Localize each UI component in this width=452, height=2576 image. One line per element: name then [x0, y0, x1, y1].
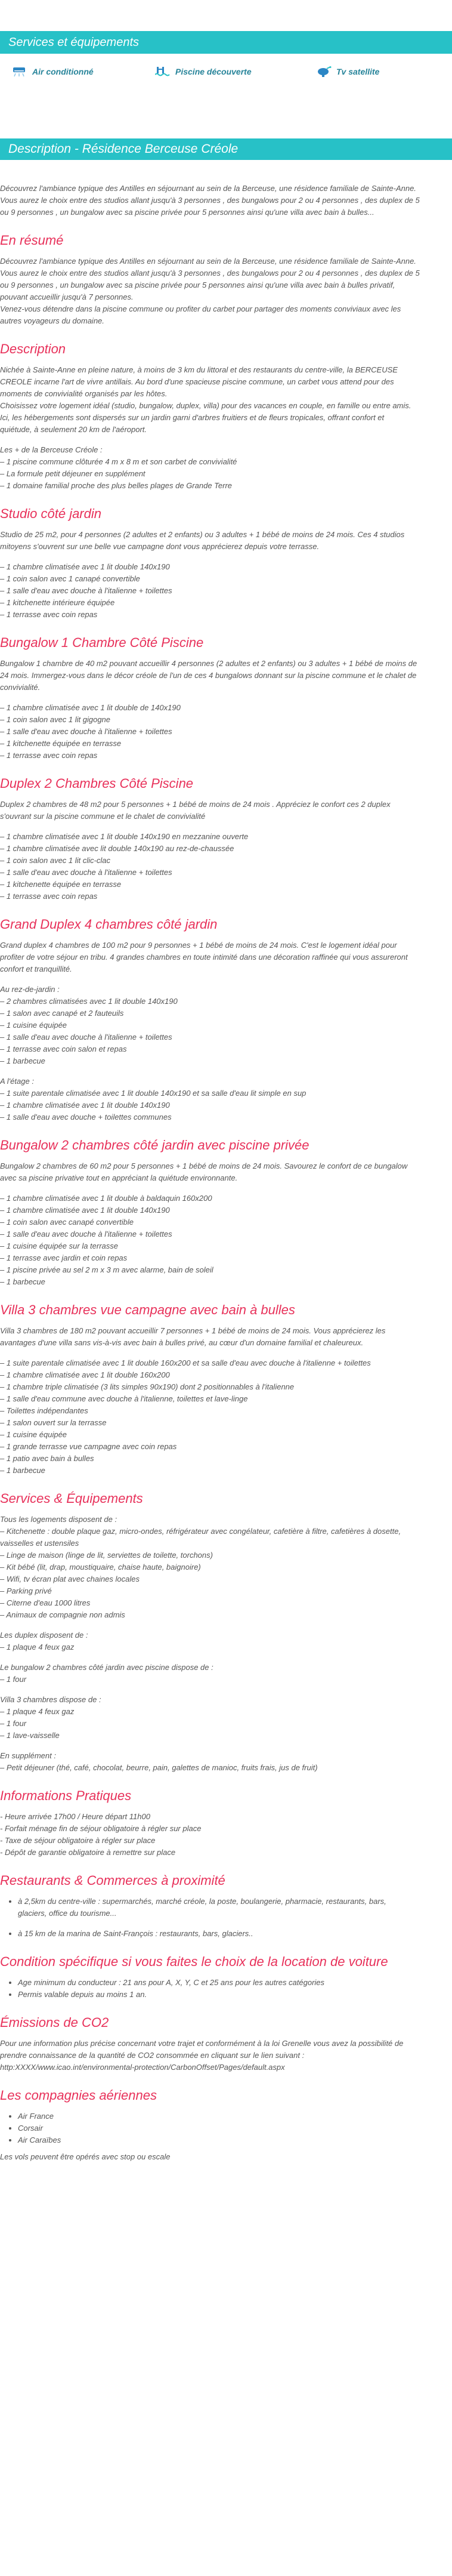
- equipment-label: Tv satellite: [336, 67, 380, 76]
- grandduplex-line: Grand duplex 4 chambres de 100 m2 pour 9 personnes + 1 bébé de moins de 24 mois. C'est le logement idéal pour: [0, 941, 397, 950]
- airline-item: • Air France: [18, 2110, 452, 2122]
- proximite-line: à 15 km de la marina de Saint-François : restaurants, bars, glaciers..: [18, 1929, 253, 1938]
- bungalow1-line: Bungalow 1 chambre de 40 m2 pouvant accueillir 4 personnes (2 adultes et 2 enfants) ou 3 adultes + 1 bébé de moins de: [0, 659, 417, 668]
- bungalow2-item: – 1 salle d'eau avec douche à l'italienne + toilettes: [0, 1230, 172, 1238]
- resume-line: Venez-vous détendre dans la piscine commune ou profiter du carbet pour partager des moments conviviaux avec les: [0, 304, 401, 313]
- resume-text: [0, 255, 452, 327]
- services-item: – Kit bébé (lit, drap, moustiquaire, chaise haute, baignoire): [0, 1563, 201, 1572]
- page: [0, 31, 452, 2163]
- villa-item: – 1 barbecue: [0, 1466, 45, 1475]
- services-item: – Petit déjeuner (thé, café, chocolat, beurre, pain, galettes de manioc, fruits frais, jus de fruit): [0, 1763, 318, 1772]
- airlines-heading: Les compagnies aériennes: [0, 2088, 157, 2103]
- resume-line: pouvant accueillir jusqu'à 7 personnes.: [0, 292, 134, 301]
- grandduplex-item: – 1 barbecue: [0, 1056, 45, 1065]
- bungalow1-line: 24 mois. Immergez-vous dans le décor créole de l'un de ces 4 bungalows donnant sur la piscine commune et le chalet de: [0, 671, 417, 680]
- resume-line: autres voyageurs du domaine.: [0, 316, 104, 325]
- studio-line: Studio de 25 m2, pour 4 personnes (2 adultes et 2 enfants) ou 3 adultes + 1 bébé de moins de 24 mois. Ces 4 studios: [0, 530, 405, 539]
- bungalow2-item: – 1 chambre climatisée avec 1 lit double 140x190: [0, 1206, 170, 1215]
- airlines-footer: Les vols peuvent être opérés avec stop ou escale: [0, 2152, 171, 2161]
- services-item: – Citerne d'eau 1000 litres: [0, 1598, 91, 1607]
- studio-item: – 1 terrasse avec coin repas: [0, 610, 98, 619]
- services-item: – Parking privé: [0, 1586, 52, 1595]
- villa-item: – 1 suite parentale climatisée avec 1 lit double 160x200 et sa salle d'eau avec douche à l'italienne + toilettes: [0, 1358, 371, 1367]
- grandduplex-etage-title: A l'étage :: [0, 1077, 34, 1086]
- duplex2-heading: Duplex 2 Chambres Côté Piscine: [0, 776, 194, 791]
- airline-item: • Air Caraïbes: [18, 2134, 452, 2146]
- equipment-list: [0, 54, 452, 90]
- description-section-header: Description - Résidence Berceuse Créole: [0, 138, 452, 160]
- services-villa-intro: Villa 3 chambres dispose de :: [0, 1695, 101, 1704]
- proximite-item: [18, 1928, 452, 1940]
- description-line: quiétude, à seulement 20 km de l'aéroport.: [0, 425, 147, 434]
- co2-line: Pour une information plus précise concernant votre trajet et conformément à la loi Grenelle vous avez la possibilité de: [0, 2039, 404, 2048]
- villa-item: – 1 patio avec bain à bulles: [0, 1454, 94, 1463]
- intro-line: Découvrez l'ambiance typique des Antilles en séjournant au sein de la Berceuse, une résidence familiale de Sainte-Anne.: [0, 184, 416, 193]
- resume-line: Découvrez l'ambiance typique des Antilles en séjournant au sein de la Berceuse, une résidence familiale de Sainte-Anne.: [0, 257, 416, 266]
- pool-icon: [155, 66, 171, 77]
- studio-item: – 1 coin salon avec 1 canapé convertible: [0, 574, 140, 583]
- bungalow2-item: – 1 terrasse avec jardin et coin repas: [0, 1253, 128, 1262]
- co2-heading: Émissions de CO2: [0, 2015, 109, 2030]
- duplex2-line: Duplex 2 chambres de 48 m2 pour 5 personnes + 1 bébé de moins de 24 mois . Appréciez le confort ces 2 duplex: [0, 800, 391, 809]
- bungalow1-line: convivialité.: [0, 683, 41, 692]
- services-item: – 1 four: [0, 1719, 27, 1728]
- villa-item: – 1 grande terrasse vue campagne avec coin repas: [0, 1442, 177, 1451]
- proximite-heading: Restaurants & Commerces à proximité: [0, 1873, 225, 1888]
- description-line: Choisissez votre logement idéal (studio, bungalow, duplex, villa) pour des vacances en couple, en famille ou entre amis.: [0, 401, 411, 410]
- villa-heading: Villa 3 chambres vue campagne avec bain à bulles: [0, 1302, 295, 1317]
- pratiques-item: - Heure arrivée 17h00 / Heure départ 11h00: [0, 1812, 150, 1821]
- grandduplex-item: – 1 suite parentale climatisée avec 1 lit double 140x190 et sa salle d'eau lit simple en sup: [0, 1089, 307, 1098]
- duplex2-line: s'ouvrant sur la piscine commune et le chalet de convivialité: [0, 812, 206, 821]
- resume-heading: En résumé: [0, 233, 64, 248]
- grandduplex-item: – 1 chambre climatisée avec 1 lit double 140x190: [0, 1101, 170, 1110]
- services-item: – 1 four: [0, 1675, 27, 1684]
- grandduplex-item: – 1 terrasse avec coin salon et repas: [0, 1044, 127, 1053]
- services-item: – 1 plaque 4 feux gaz: [0, 1707, 75, 1716]
- villa-line: avantages d'une villa sans vis-à-vis avec bain à bulles privé, au cœur d'un domaine familial et chaleureux.: [0, 1338, 364, 1347]
- bungalow2-item: – 1 barbecue: [0, 1277, 45, 1286]
- co2-link[interactable]: http:XXXX/www.icao.int/environmental-protection/CarbonOffset/Pages/default.aspx: [0, 2063, 285, 2072]
- villa-item: – Toilettes indépendantes: [0, 1406, 88, 1415]
- equipment-satellite-tv: [304, 66, 379, 77]
- grandduplex-item: – 1 salle d'eau avec douche + toilettes communes: [0, 1113, 172, 1121]
- bungalow1-item: – 1 chambre climatisée avec 1 lit double de 140x190: [0, 703, 181, 712]
- duplex2-item: – 1 kitchenette équipée en terrasse: [0, 880, 122, 889]
- bungalow2-line: Bungalow 2 chambres de 60 m2 pour 5 personnes + 1 bébé de moins de 24 mois. Savourez le confort de ce bungalow: [0, 1161, 408, 1170]
- air-conditioner-icon: [12, 66, 27, 77]
- grandduplex-item: – 2 chambres climatisées avec 1 lit double 140x190: [0, 997, 178, 1006]
- villa-text: [0, 1325, 452, 1477]
- services-item: – Kitchenette : double plaque gaz, micro-ondes, réfrigérateur avec congélateur, cafetière à filtre, cafetières à dosette,: [0, 1527, 401, 1536]
- bungalow1-heading: Bungalow 1 Chambre Côté Piscine: [0, 635, 204, 650]
- services-item: vaisselles et ustensiles: [0, 1539, 79, 1548]
- villa-item: – 1 chambre triple climatisée (3 lits simples 90x190) dont 2 positionnables à l'italienne: [0, 1382, 295, 1391]
- pratiques-item: - Taxe de séjour obligatoire à régler sur place: [0, 1836, 156, 1845]
- bungalow1-item: – 1 salle d'eau avec douche à l'italienne + toilettes: [0, 727, 172, 736]
- studio-item: – 1 chambre climatisée avec 1 lit double 140x190: [0, 562, 170, 571]
- proximite-item: [18, 1896, 452, 1919]
- services-heading: Services & Équipements: [0, 1491, 143, 1506]
- resume-line: Vous aurez le choix entre des studios allant jusqu'à 3 personnes , des bungalows pour 2 ou 4 personnes , des duplex de 5: [0, 269, 420, 278]
- services-item: – Linge de maison (linge de lit, serviettes de toilette, torchons): [0, 1551, 213, 1560]
- grandduplex-line: profiter de votre séjour en tribu. 4 grandes chambres en toute intimité dans une décoration raffinée qui vous assureront: [0, 953, 408, 962]
- grandduplex-line: confort et tranquillité.: [0, 965, 72, 973]
- proximite-line: glaciers, office du tourisme...: [18, 1909, 117, 1918]
- services-text: [0, 1514, 452, 1774]
- plus-item: – 1 domaine familial proche des plus belles plages de Grande Terre: [0, 481, 233, 490]
- services-supp-intro: En supplément :: [0, 1751, 56, 1760]
- villa-item: – 1 chambre climatisée avec 1 lit double 160x200: [0, 1370, 170, 1379]
- description-line: Ici, les hébergements sont dispersés sur un jardin garni d'arbres fruitiers et de fleurs tropicales, offrant confort et: [0, 413, 385, 422]
- bungalow2-item: – 1 cuisine équipée sur la terrasse: [0, 1241, 119, 1250]
- studio-heading: Studio côté jardin: [0, 506, 101, 521]
- co2-line: prendre connaissance de la quantité de CO2 consommée en cliquant sur le lien suivant :: [0, 2051, 305, 2060]
- services-item: – 1 plaque 4 feux gaz: [0, 1643, 75, 1651]
- duplex2-item: – 1 salle d'eau avec douche à l'italienne + toilettes: [0, 868, 172, 877]
- services-item: – 1 lave-vaisselle: [0, 1731, 60, 1740]
- equipment-pool: [143, 66, 304, 77]
- grandduplex-item: – 1 cuisine équipée: [0, 1021, 67, 1030]
- grandduplex-text: [0, 939, 452, 1123]
- grandduplex-item: – 1 salon avec canapé et 2 fauteuils: [0, 1009, 124, 1018]
- proximite-line: à 2,5km du centre-ville : supermarchés, marché créole, la poste, boulangerie, pharmacie, restaurants, bars,: [18, 1897, 386, 1906]
- plus-item: – La formule petit déjeuner en supplément: [0, 469, 145, 478]
- bungalow2-heading: Bungalow 2 chambres côté jardin avec piscine privée: [0, 1138, 309, 1153]
- airline-item: • Corsair: [18, 2122, 452, 2134]
- pratiques-item: - Dépôt de garantie obligatoire à remettre sur place: [0, 1848, 176, 1857]
- services-item: – Wifi, tv écran plat avec chaines locales: [0, 1574, 140, 1583]
- studio-item: – 1 salle d'eau avec douche à l'italienne + toilettes: [0, 586, 172, 595]
- villa-item: – 1 cuisine équipée: [0, 1430, 67, 1439]
- pratiques-item: - Forfait ménage fin de séjour obligatoire à régler sur place: [0, 1824, 202, 1833]
- description-line: Nichée à Sainte-Anne en pleine nature, à moins de 3 km du littoral et des restaurants du centre-ville, la BERCEUSE: [0, 365, 398, 374]
- bungalow1-item: – 1 kitchenette équipée en terrasse: [0, 739, 122, 748]
- pratiques-text: [0, 1811, 452, 1859]
- services-section-header: Services et équipements: [0, 31, 452, 54]
- services-bungalow-intro: Le bungalow 2 chambres côté jardin avec piscine dispose de :: [0, 1663, 213, 1672]
- bungalow2-item: – 1 chambre climatisée avec 1 lit double à baldaquin 160x200: [0, 1194, 212, 1203]
- description-line: moments de convivialité organisés par les hôtes.: [0, 389, 168, 398]
- villa-item: – 1 salon ouvert sur la terrasse: [0, 1418, 107, 1427]
- description-content: [0, 183, 452, 2163]
- duplex2-item: – 1 chambre climatisée avec 1 lit double 140x190 en mezzanine ouverte: [0, 832, 249, 841]
- plus-title: Les + de la Berceuse Créole :: [0, 445, 103, 454]
- condition-list: [0, 1977, 452, 2001]
- bungalow2-item: – 1 coin salon avec canapé convertible: [0, 1218, 134, 1227]
- condition-item: • Permis valable depuis au moins 1 an.: [18, 1989, 452, 2001]
- intro-line: ou 9 personnes , un bungalow avec sa piscine privée pour 5 personnes ainsi qu'une villa avec bain à bulles...: [0, 208, 374, 217]
- duplex2-item: – 1 coin salon avec 1 lit clic-clac: [0, 856, 110, 865]
- equipment-air-conditioning: [0, 66, 143, 77]
- studio-item: – 1 kitchenette intérieure équipée: [0, 598, 115, 607]
- intro: [0, 183, 452, 218]
- condition-heading: Condition spécifique si vous faites le choix de la location de voiture: [0, 1954, 388, 1969]
- intro-line: Vous aurez le choix entre des studios allant jusqu'à 3 personnes , des bungalows pour 2 ou 4 personnes , des duplex de 5: [0, 196, 420, 205]
- services-intro: Tous les logements disposent de :: [0, 1515, 117, 1524]
- co2-text: [0, 2038, 452, 2073]
- satellite-tv-icon: [316, 66, 332, 77]
- duplex2-item: – 1 terrasse avec coin repas: [0, 892, 98, 901]
- plus-item: – 1 piscine commune clôturée 4 m x 8 m et son carbet de convivialité: [0, 457, 237, 466]
- services-item: – Animaux de compagnie non admis: [0, 1610, 125, 1619]
- condition-item: • Age minimum du conducteur : 21 ans pour A, X, Y, C et 25 ans pour les autres catégories: [18, 1977, 452, 1989]
- equipment-label: Piscine découverte: [175, 67, 252, 76]
- grandduplex-item: – 1 salle d'eau avec douche à l'italienne + toilettes: [0, 1033, 172, 1042]
- studio-line: mitoyens s'ouvrent sur une belle vue campagne dont vous apprécierez depuis votre terrasse.: [0, 542, 320, 551]
- description-heading: Description: [0, 341, 66, 356]
- grandduplex-rdc-title: Au rez-de-jardin :: [0, 985, 60, 994]
- bungalow1-text: [0, 658, 452, 762]
- bungalow1-item: – 1 terrasse avec coin repas: [0, 751, 98, 760]
- resume-line: ou 9 personnes , un bungalow avec sa piscine privée pour 5 personnes ainsi qu'une villa avec bain à bulles privatif,: [0, 281, 395, 289]
- proximite-list: [0, 1896, 452, 1940]
- duplex2-text: [0, 799, 452, 902]
- pratiques-heading: Informations Pratiques: [0, 1788, 132, 1803]
- airlines-list: [0, 2110, 452, 2146]
- villa-item: – 1 salle d'eau commune avec douche à l'italienne, toilettes et lave-linge: [0, 1394, 248, 1403]
- equipment-label: Air conditionné: [32, 67, 94, 76]
- services-duplex-intro: Les duplex disposent de :: [0, 1631, 88, 1640]
- bungalow2-line: avec sa piscine privative tout en appréciant la quiétude environnante.: [0, 1173, 238, 1182]
- villa-line: Villa 3 chambres de 180 m2 pouvant accueillir 7 personnes + 1 bébé de moins de 24 mois. Vous apprécierez les: [0, 1326, 386, 1335]
- duplex2-item: – 1 chambre climatisée avec lit double 140x190 au rez-de-chaussée: [0, 844, 234, 853]
- description-text: [0, 364, 452, 492]
- bungalow1-item: – 1 coin salon avec 1 lit gigogne: [0, 715, 111, 724]
- grandduplex-heading: Grand Duplex 4 chambres côté jardin: [0, 917, 218, 932]
- bungalow2-text: [0, 1160, 452, 1288]
- studio-text: [0, 529, 452, 621]
- description-line: CREOLE incarne l'art de vivre antillais. Au bord d'une spacieuse piscine commune, un carbet vous attend pour des: [0, 377, 394, 386]
- bungalow2-item: – 1 piscine privée au sel 2 m x 3 m avec alarme, bain de soleil: [0, 1265, 213, 1274]
